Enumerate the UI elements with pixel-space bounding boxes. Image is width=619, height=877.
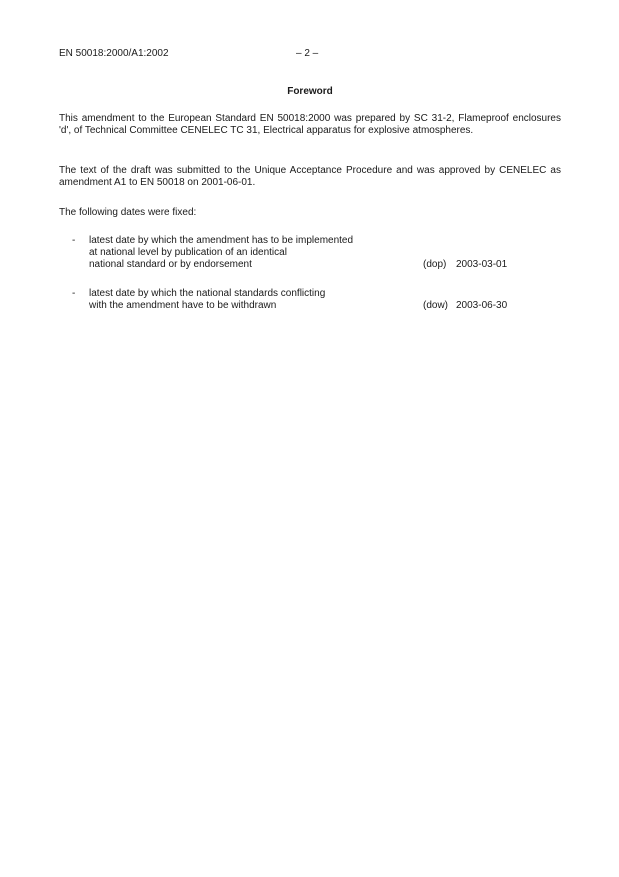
date-description xyxy=(89,235,424,271)
paragraph-dates-intro: The following dates were fixed: xyxy=(59,207,197,218)
date-description xyxy=(89,288,424,312)
description-line: latest date by which the national standards conflicting xyxy=(89,288,326,299)
date-list-item-dow xyxy=(59,288,561,324)
page-header xyxy=(59,48,561,60)
document-reference: EN 50018:2000/A1:2002 xyxy=(59,48,169,59)
date-value: 2003-06-30 xyxy=(456,300,508,311)
description-line: latest date by which the amendment has to be implemented xyxy=(89,235,354,246)
paragraph-approval: The text of the draft was submitted to the Unique Acceptance Procedure and was approved by CENELEC as amendment A1 to EN 50018 on 2001-06-01. xyxy=(59,165,561,188)
page-number: – 2 – xyxy=(296,48,319,59)
date-abbreviation: (dop) xyxy=(423,259,447,270)
description-line: national standard or by endorsement xyxy=(89,259,252,270)
description-line: with the amendment have to be withdrawn xyxy=(89,300,277,311)
section-title: Foreword xyxy=(287,86,333,97)
date-list-item-dop xyxy=(59,235,561,271)
list-bullet: - xyxy=(72,235,76,246)
list-bullet: - xyxy=(72,288,76,299)
date-abbreviation: (dow) xyxy=(423,300,449,311)
paragraph-amendment-origin: This amendment to the European Standard EN 50018:2000 was prepared by SC 31-2, Flameproof enclosures 'd', of Technical Committee CENELEC TC 31, Electrical apparatus for explosive atmospheres. xyxy=(59,113,561,136)
description-line: at national level by publication of an identical xyxy=(89,247,287,258)
date-value: 2003-03-01 xyxy=(456,259,508,270)
